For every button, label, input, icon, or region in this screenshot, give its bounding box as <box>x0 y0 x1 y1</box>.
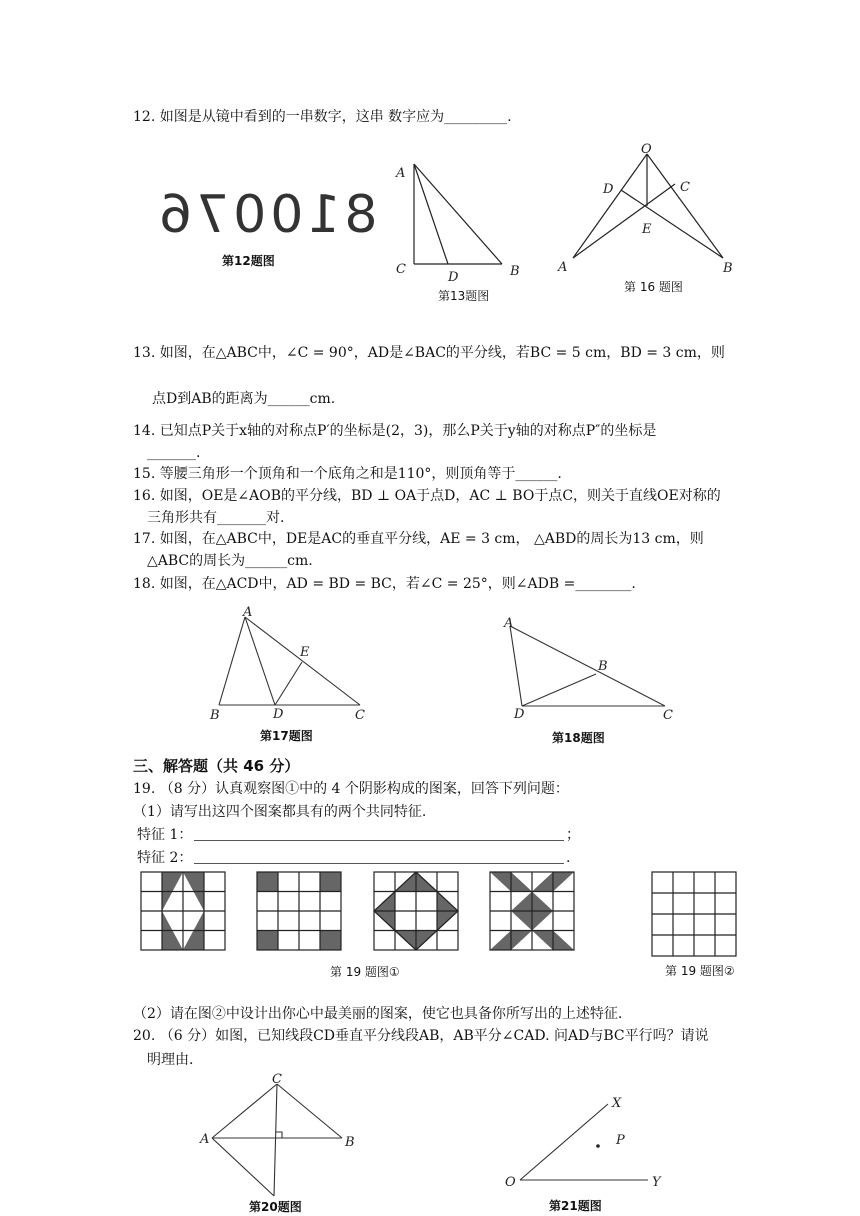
fig21-label-y: Y <box>652 1175 661 1190</box>
fig17-label-d: D <box>273 707 284 722</box>
blank-design-grid[interactable] <box>652 872 736 956</box>
pattern-1-grid <box>141 872 225 950</box>
fig16-label-b: B <box>723 261 733 276</box>
q15-text: 15. 等腰三角形一个顶角和一个底角之和是110°，则顶角等于______. <box>133 466 562 482</box>
q19-feature2-blank[interactable] <box>194 863 564 864</box>
point-p-dot <box>596 1144 600 1148</box>
fig16-label-o: O <box>641 142 652 157</box>
pattern-4-grid <box>490 872 574 950</box>
q12-text: 12. 如图是从镜中看到的一串数字，这串 数字应为_________. <box>133 109 512 125</box>
pattern-2-grid <box>257 872 341 950</box>
q19-line2: （1）请写出这四个图案都具有的两个共同特征. <box>133 804 427 820</box>
fig13-caption: 第13题图 <box>438 289 490 303</box>
fig18-caption: 第18题图 <box>552 731 605 745</box>
fig13-diagram <box>390 160 530 290</box>
fig17-label-a: A <box>243 605 253 620</box>
fig20-label-a: A <box>200 1132 210 1147</box>
q14-line1: 14. 已知点P关于x轴的对称点P′的坐标是(2，3)，那么P关于y轴的对称点P″的坐标是 <box>133 423 657 439</box>
fig20-label-c: C <box>272 1072 282 1087</box>
fig16-caption: 第 16 题图 <box>624 280 683 294</box>
fig21-label-p: P <box>616 1133 625 1148</box>
fig16-label-c: C <box>680 180 690 195</box>
q18-text: 18. 如图，在△ACD中，AD = BD = BC，若∠C = 25°，则∠ADB =________. <box>133 576 636 592</box>
fig19-caption-1: 第 19 题图① <box>330 965 400 979</box>
fig16-diagram <box>555 140 745 280</box>
q20-line2: 明理由. <box>147 1052 194 1068</box>
fig13-label-b: B <box>510 264 520 279</box>
q17-line1: 17. 如图，在△ABC中，DE是AC的垂直平分线，AE = 3 cm， △ABD的周长为13 cm，则 <box>133 531 704 547</box>
fig13-label-d: D <box>448 270 459 285</box>
q19-feature2-label: 特征 2： <box>137 850 193 866</box>
q19-feature1-blank[interactable] <box>194 840 564 841</box>
fig17-label-b: B <box>210 708 220 723</box>
q16-line1: 16. 如图，OE是∠AOB的平分线，BD ⊥ OA于点D，AC ⊥ BO于点C，则关于直线OE对称的 <box>133 488 721 504</box>
pattern-3-grid <box>374 872 458 950</box>
q17-line2: △ABC的周长为______cm. <box>147 553 313 569</box>
fig21-label-o: O <box>505 1175 516 1190</box>
fig18-label-d: D <box>514 707 525 722</box>
section-heading: 三、解答题（共 46 分） <box>133 757 300 775</box>
fig19-caption-2: 第 19 题图② <box>665 964 735 978</box>
fig18-label-b: B <box>598 659 608 674</box>
fig21-caption: 第21题图 <box>549 1199 602 1213</box>
fig13-label-c: C <box>396 262 406 277</box>
q13-line1: 13. 如图，在△ABC中，∠C = 90°，AD是∠BAC的平分线，若BC = 5 cm，BD = 3 cm，则 <box>133 345 725 361</box>
q19-feature1-label: 特征 1： <box>137 827 193 843</box>
q20-line1: 20. （6 分）如图，已知线段CD垂直平分线段AB，AB平分∠CAD. 问AD与BC平行吗？请说 <box>133 1028 709 1044</box>
q19-part2: （2）请在图②中设计出你心中最美丽的图案，使它也具备你所写出的上述特征. <box>133 1006 623 1022</box>
fig17-label-e: E <box>300 645 310 660</box>
q16-line2: 三角形共有_______对. <box>147 510 285 526</box>
fig20-label-b: B <box>345 1135 355 1150</box>
fig17-diagram <box>205 605 380 725</box>
fig21-label-x: X <box>612 1096 622 1111</box>
fig18-diagram <box>500 612 685 722</box>
fig17-caption: 第17题图 <box>260 729 313 743</box>
fig16-label-d: D <box>603 182 614 197</box>
mirrored-digits: 810076 <box>155 185 378 245</box>
fig13-label-a: A <box>396 166 406 181</box>
q19-line1: 19. （8 分）认真观察图①中的 4 个阴影构成的图案，回答下列问题： <box>133 781 569 797</box>
q13-line2: 点D到AB的距离为______cm. <box>152 391 336 407</box>
fig18-label-a: A <box>504 616 514 631</box>
fig21-diagram <box>500 1090 675 1190</box>
q19-feature2-end: . <box>566 850 571 866</box>
q19-feature1-end: ； <box>566 827 580 843</box>
fig20-caption: 第20题图 <box>249 1200 302 1214</box>
fig17-label-c: C <box>355 708 365 723</box>
fig12-caption: 第12题图 <box>222 254 275 268</box>
fig16-label-a: A <box>558 260 568 275</box>
fig16-label-e: E <box>642 222 652 237</box>
fig18-label-c: C <box>663 708 673 723</box>
q14-line2: _______. <box>147 445 201 461</box>
fig20-diagram <box>200 1072 360 1202</box>
